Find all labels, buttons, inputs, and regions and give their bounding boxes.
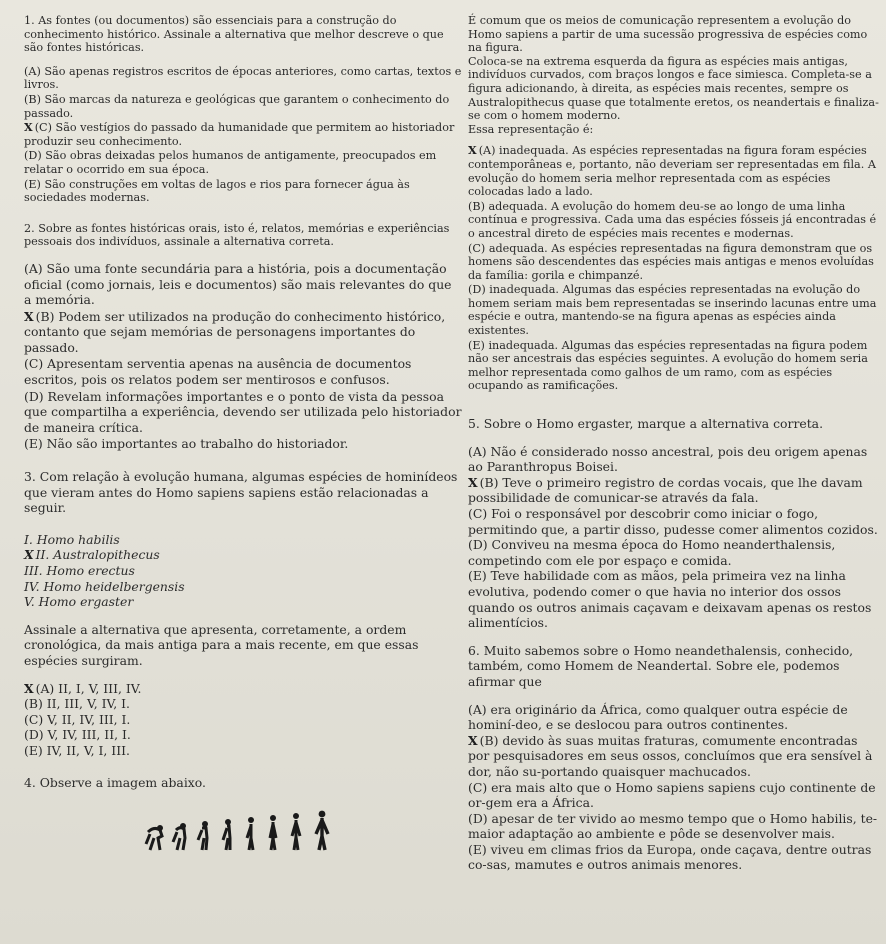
answer-mark-x: X [24,120,33,135]
answer-mark-x: X [24,308,34,324]
q2-option-d[interactable]: (D) Revelam informações importantes e o ponto de vista da pessoa que compartilha a experiência, devendo ser utilizada pelo historiador de maneira crítica. [24,388,462,435]
q4-option-e[interactable]: (E) inadequada. Algumas das espécies representadas na figura podem não ser ancestrais das espécies seguintes. A evolução do homem seria melhor representada como galhos de um ramo, com as espécies ocupando as ramificações. [468,338,868,393]
q1-stem: 1. As fontes (ou documentos) são essenciais para a construção do conhecimento histórico. Assinale a alternativa que melhor descreve o que são fontes históricas. [24,14,444,55]
hominid-2-icon [170,820,190,852]
q3-option-d[interactable]: (D) V, IV, III, II, I. [24,727,131,743]
q2-option-b-text: (B) Podem ser utilizados na produção do conhecimento histórico, contanto que sejam memórias de personagens importantes do passado. [24,308,446,355]
q1-option-e[interactable]: (E) São construções em voltas de lagos e rios para fornecer água às sociedades modernas. [24,177,410,205]
answer-mark-x: X [468,143,477,158]
q3-option-a[interactable] [24,681,462,697]
question-5 [468,416,880,631]
q4-stem: 4. Observe a imagem abaixo. [24,774,206,790]
q5-option-c[interactable]: (C) Foi o responsável por descobrir como iniciar o fogo, permitindo que, a partir disso, pudesse comer alimentos cozidos. [468,506,878,537]
question-4 [24,775,462,853]
answer-mark-x: X [468,474,478,490]
q1-option-a[interactable]: (A) São apenas registros escritos de épocas anteriores, como cartas, textos e livros. [24,64,462,92]
q2-option-b[interactable] [24,309,462,356]
hominid-6-icon [264,812,282,852]
hominid-5-icon [242,814,260,852]
q4-ask: Essa representação é: [468,122,594,136]
q3-option-b[interactable]: (B) II, III, V, IV, I. [24,696,130,712]
q4-option-d[interactable]: (D) inadequada. Algumas das espécies representadas na evolução do homem seriam mais bem representadas se inserindo lacunas entre uma espécie e outra, mantendo-se na figura apenas as espécies ainda existentes. [468,283,877,338]
q2-option-c[interactable]: (C) Apresentam serventia apenas na ausência de documentos escritos, pois os relatos podem ser mentirosos e confusos. [24,356,412,388]
q5-option-d[interactable]: (D) Conviveu na mesma época do Homo neanderthalensis, competindo com ele por espaço e comida. [468,537,836,568]
q5-option-a[interactable]: (A) Não é considerado nosso ancestral, pois deu origem apenas ao Paranthropus Boisei. [468,443,868,475]
q6-stem: 6. Muito sabemos sobre o Homo neandethalensis, conhecido, também, como Homem de Neandertal. Sobre ele, podemos afirmar que [468,642,854,689]
q1-option-d[interactable]: (D) São obras deixadas pelos humanos de antigamente, preocupados em relatar o ocorrido em sua época. [24,149,437,176]
q4-option-a-text: (A) inadequada. As espécies representadas na figura foram espécies contemporâneas e, portanto, não deveriam ser representadas em fila. A evolução do homem seria melhor representada com as espécies colocadas lado a lado. [468,144,876,199]
evolution-figure [144,808,462,852]
q4-option-a[interactable] [468,144,880,198]
q5-stem: 5. Sobre o Homo ergaster, marque a alternativa correta. [468,416,824,432]
q2-option-a[interactable]: (A) São uma fonte secundária para a história, pois a documentação oficial (como jornais, leis e documentos) são mais relevantes do que a memória. [24,260,452,308]
q6-option-d[interactable]: (D) apesar de ter vivido ao mesmo tempo que o Homo habilis, te-maior adaptação ao ambiente e pôde se desenvolver mais. [468,810,878,842]
question-3 [24,469,462,759]
q5-option-b[interactable] [468,475,880,506]
q3-option-c[interactable]: (C) V, II, IV, III, I. [24,711,131,727]
q3-item-v: V. Homo ergaster [24,594,134,610]
question-1 [24,14,462,205]
q6-option-c[interactable]: (C) era mais alto que o Homo sapiens sapiens cujo continente de or-gem era a África. [468,779,876,811]
q1-option-c-text: (C) São vestígios do passado da humanidade que permitem ao historiador produzir seu conhecimento. [24,121,455,148]
q6-option-b[interactable] [468,733,880,780]
left-column [24,14,462,852]
hominid-3-icon [194,818,214,852]
q4-option-c[interactable]: (C) adequada. As espécies representadas na figura demonstram que os homens são descendentes das espécies mais antigas e menos evoluídas da família: gorila e chimpanzé. [468,241,874,282]
q6-option-a[interactable]: (A) era originário da África, como qualquer outra espécie de hominí-deo, e se deslocou para outros continentes. [468,701,848,733]
q3-ask: Assinale a alternativa que apresenta, corretamente, a ordem cronológica, da mais antiga para a mais recente, em que essas espécies surgiram. [24,621,419,668]
q4-continued: É comum que os meios de comunicação representem a evolução do Homo sapiens a partir de uma sucessão progressiva de espécies como na figura. [468,14,868,55]
q3-item-ii-text: II. Australopithecus [35,547,160,563]
q5-option-e[interactable]: (E) Teve habilidade com as mãos, pela primeira vez na linha evolutiva, podendo comer o que havia no interior dos ossos quando os outros animais caçavam e deixavam apenas os restos alimentícios. [468,568,872,631]
q6-option-b-text: (B) devido às suas muitas fraturas, comumente encontradas por pesquisadores em seus ossos, concluímos que era sensível à dor, não su-portando quaisquer machucados. [468,732,873,779]
q1-option-c[interactable] [24,121,462,148]
q2-option-e[interactable]: (E) Não são importantes ao trabalho do historiador. [24,436,349,452]
q5-option-b-text: (B) Teve o primeiro registro de cordas vocais, que lhe davam possibilidade de comunicar-se através da fala. [468,474,863,506]
hominid-4-icon [218,816,238,852]
q6-option-e[interactable]: (E) viveu em climas frios da Europa, onde caçava, dentre outras co-sas, mamutes e outros animais menores. [468,841,872,873]
hominid-7-icon [286,810,306,852]
q2-stem: 2. Sobre as fontes históricas orais, isto é, relatos, memórias e experiências pessoais dos indivíduos, assinale a alternativa correta. [24,221,450,249]
answer-mark-x: X [24,547,34,563]
question-6 [468,643,880,873]
question-2 [24,222,462,452]
right-column [468,14,880,873]
question-4-continued [468,14,880,393]
q3-item-iii: III. Homo erectus [24,563,135,578]
hominid-1-icon [144,822,166,852]
q3-option-e[interactable]: (E) IV, II, V, I, III. [24,742,130,758]
q3-item-iv: IV. Homo heidelbergensis [24,578,185,594]
q3-option-a-text: (A) II, I, V, III, IV. [35,680,142,696]
q3-stem: 3. Com relação à evolução humana, algumas espécies de hominídeos que vieram antes do Homo sapiens sapiens estão relacionadas a seguir. [24,469,458,516]
answer-mark-x: X [24,680,34,696]
q3-item-ii [24,547,462,563]
answer-mark-x: X [468,732,478,748]
hominid-8-icon [310,808,334,852]
q1-option-b[interactable]: (B) São marcas da natureza e geológicas que garantem o conhecimento do passado. [24,92,450,120]
q4-desc: Coloca-se na extrema esquerda da figura as espécies mais antigas, indivíduos curvados, com braços longos e face simiesca. Completa-se a figura adicionando, à direita, as espécies mais recentes, sempre os Australopithecus quase que totalmente eretos, os neandertais e finaliza-se com o homem moderno. [468,54,879,123]
q4-option-b[interactable]: (B) adequada. A evolução do homem deu-se ao longo de uma linha contínua e progressiva. Cada uma das espécies fósseis já encontradas é o ancestral direto de espécies mais recentes e modernas. [468,199,877,240]
q3-item-i: I. Homo habilis [24,531,120,547]
